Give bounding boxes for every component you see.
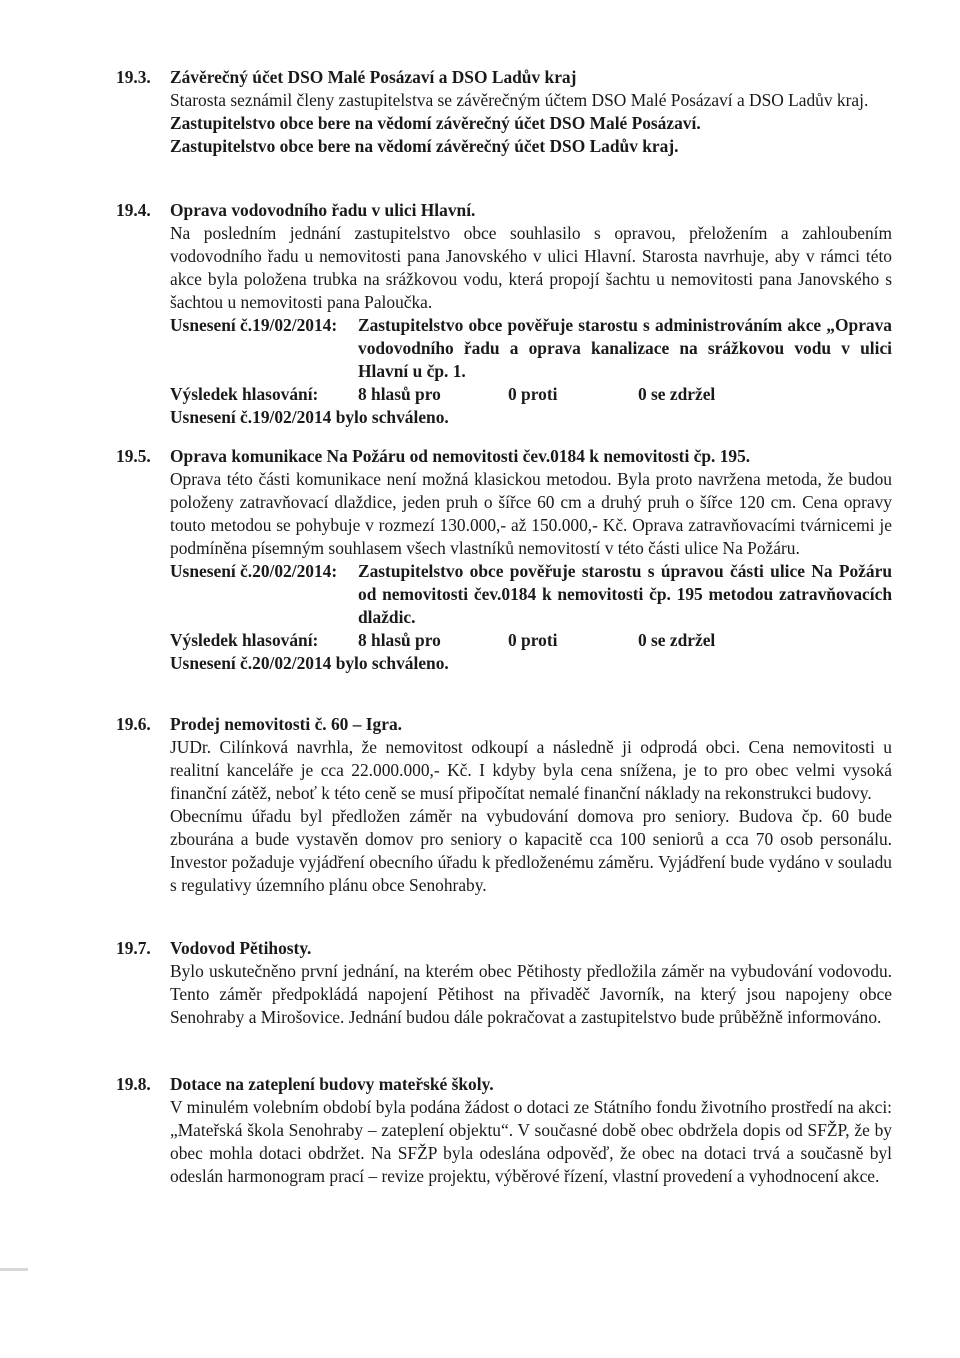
vote-against: 0 proti: [508, 630, 558, 650]
section-title: Oprava komunikace Na Požáru od nemovitosti čev.0184 k nemovitosti čp. 195.: [170, 446, 751, 466]
resolution: [170, 560, 892, 629]
section-title: Prodej nemovitosti č. 60 – Igra.: [170, 714, 402, 734]
section-text: Na posledním jednání zastupitelstvo obce souhlasilo s opravou, přeložením a zahloubením vodovodního řadu u nemovitosti pana Janovského v ulici Hlavní. Starosta navrhuje, aby v rámci této akce byla položena trubka na srážkovou vodu, která propojí šachtu u nemovitosti pana Janovského s šachtou u nemovitosti pana Paloučka.: [170, 223, 892, 312]
section-number: 19.5.: [116, 446, 151, 466]
section-text-1: JUDr. Cilínková navrhla, že nemovitost odkoupí a následně ji odprodá obci. Cena nemovitosti u realitní kanceláře je cca 22.000.000,- Kč. I kdyby byla cena snížena, je to pro obec velmi vysoká finanční zátěž, neboť k této ceně se musí připočítat nemalé finanční náklady na rekonstrukci budovy.: [170, 737, 892, 803]
section-title: Oprava vodovodního řadu v ulici Hlavní.: [170, 200, 476, 220]
section-number: 19.7.: [116, 938, 151, 958]
vote-label: Výsledek hlasování:: [170, 630, 319, 650]
section-text: Starosta seznámil členy zastupitelstva se závěrečným účtem DSO Malé Posázaví a DSO Ladův kraj.: [170, 90, 869, 110]
vote-against: 0 proti: [508, 384, 558, 404]
vote-abstain: 0 se zdržel: [638, 630, 716, 650]
section-number: 19.3.: [116, 67, 151, 87]
section-text: Bylo uskutečněno první jednání, na kterém obec Pětihosty předložila záměr na vybudování vodovodu. Tento záměr předpokládá napojení Pětihost na přivaděč Javorník, na který jsou napojeny obce Senohraby a Mirošovice. Jednání budou dále pokračovat a zastupitelstvo bude průběžně informováno.: [170, 961, 892, 1027]
vote-for: 8 hlasů pro: [358, 384, 441, 404]
vote-result: [170, 629, 892, 652]
vote-result: [170, 383, 892, 406]
resolution-text: Zastupitelstvo obce pověřuje starostu s úpravou části ulice Na Požáru od nemovitosti čev.0184 k nemovitosti čp. 195 metodou zatravňovacích dlaždic.: [358, 561, 892, 627]
scan-edge-mark: [0, 1268, 28, 1271]
section-number: 19.8.: [116, 1074, 151, 1094]
acknowledgement-2: Zastupitelstvo obce bere na vědomí závěrečný účet DSO Ladův kraj.: [170, 136, 679, 156]
resolution-approved: Usnesení č.20/02/2014 bylo schváleno.: [170, 653, 449, 673]
section-title: Závěrečný účet DSO Malé Posázaví a DSO Ladův kraj: [170, 67, 577, 87]
section-title: Dotace na zateplení budovy mateřské školy.: [170, 1074, 494, 1094]
vote-abstain: 0 se zdržel: [638, 384, 716, 404]
resolution-label: Usnesení č.19/02/2014:: [170, 315, 338, 335]
resolution-label: Usnesení č.20/02/2014:: [170, 561, 338, 581]
vote-label: Výsledek hlasování:: [170, 384, 319, 404]
section-text: V minulém volebním období byla podána žádost o dotaci ze Státního fondu životního prostředí na akci: „Mateřská škola Senohraby – zateplení objektu“. V současné době obec obdržela dopis od SFŽP, že by obec mohla dotaci obdržet. Na SFŽP byla odeslána odpověď, že obec na dotaci trvá a současně byl odeslán harmonogram prací – revize projektu, výběrové řízení, vlastní provedení a vyhodnocení akce.: [170, 1097, 892, 1186]
section-text-2: Obecnímu úřadu byl předložen záměr na vybudování domova pro seniory. Budova čp. 60 bude zbourána a bude vystavěn domov pro seniory o kapacitě cca 100 seniorů a cca 70 osob personálu. Investor požaduje vyjádření obecního úřadu k předloženému záměru. Vyjádření bude vydáno v souladu s regulativy územního plánu obce Senohraby.: [170, 806, 892, 895]
section-number: 19.4.: [116, 200, 151, 220]
acknowledgement-1: Zastupitelstvo obce bere na vědomí závěrečný účet DSO Malé Posázaví.: [170, 113, 701, 133]
resolution-approved: Usnesení č.19/02/2014 bylo schváleno.: [170, 407, 449, 427]
resolution: [170, 314, 892, 383]
resolution-text: Zastupitelstvo obce pověřuje starostu s administrováním akce „Oprava vodovodního řadu a oprava kanalizace na srážkovou vodu v ulici Hlavní u čp. 1.: [358, 315, 892, 381]
section-number: 19.6.: [116, 714, 151, 734]
vote-for: 8 hlasů pro: [358, 630, 441, 650]
section-text: Oprava této části komunikace není možná klasickou metodou. Byla proto navržena metoda, že budou položeny zatravňovací dlaždice, jeden pruh o šířce 60 cm a druhý pruh o šířce 120 cm. Cena opravy touto metodou se pohybuje v rozmezí 130.000,- až 150.000,- Kč. Oprava zatravňovacími tvárnicemi je podmíněna písemným souhlasem všech vlastníků nemovitostí v této části ulice Na Požáru.: [170, 469, 892, 558]
section-title: Vodovod Pětihosty.: [170, 938, 312, 958]
